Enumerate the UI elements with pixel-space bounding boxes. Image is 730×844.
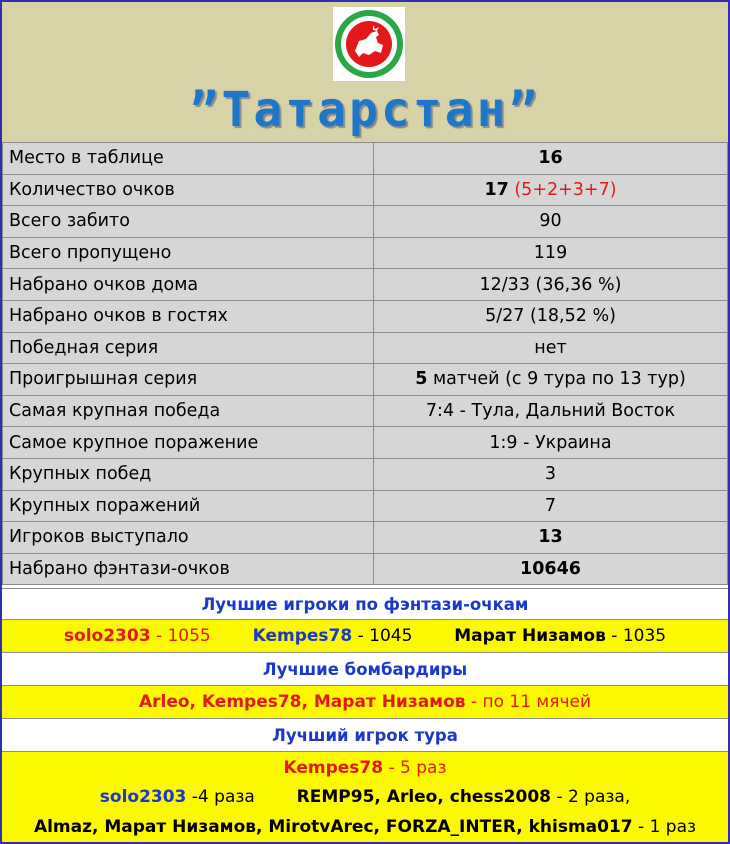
stat-label: Всего пропущено: [3, 237, 374, 269]
losing-streak-count: 5: [415, 369, 428, 390]
stat-row: [3, 143, 728, 175]
stat-value: 13: [374, 522, 728, 554]
stat-row: [3, 490, 728, 522]
stat-label: Самая крупная победа: [3, 395, 374, 427]
stat-row: [3, 269, 728, 301]
stat-row: [3, 332, 728, 364]
points-total: 17: [484, 179, 509, 200]
stat-row: [3, 522, 728, 554]
best-player-second-name: solo2303: [99, 787, 187, 807]
fantasy-player-score: - 1045: [352, 626, 413, 646]
fantasy-player-score: - 1055: [150, 626, 211, 646]
stat-row: [3, 427, 728, 459]
stat-row: [3, 364, 728, 396]
best-player-rest-count: - 1 раз: [632, 817, 697, 837]
stat-row: [3, 553, 728, 585]
fantasy-player-name: solo2303: [63, 626, 151, 646]
scorers-heading: Лучшие бомбардиры: [2, 652, 728, 685]
stat-label: Набрано очков в гостях: [3, 300, 374, 332]
fantasy-heading: Лучшие игроки по фэнтази-очкам: [2, 588, 728, 619]
stat-value: [374, 364, 728, 396]
best-player-line-1: [2, 752, 728, 782]
stat-value: 1:9 - Украина: [374, 427, 728, 459]
best-player-second-count: -4 раза: [186, 787, 255, 807]
scorers-line: [2, 685, 728, 718]
best-player-top-name: Kempes78: [283, 758, 384, 778]
team-title: ”Татарстан”: [189, 82, 541, 138]
scorers-goals: - по 11 мячей: [465, 692, 592, 712]
stat-value: 5/27 (18,52 %): [374, 300, 728, 332]
losing-streak-detail: матчей (с 9 тура по 13 тур): [427, 369, 686, 390]
best-player-heading: Лучший игрок тура: [2, 718, 728, 751]
best-player-third-names: REMP95, Arleo, chess2008: [296, 787, 551, 807]
stat-value: 119: [374, 237, 728, 269]
fantasy-players: [2, 619, 728, 652]
tatarstan-emblem-icon: [333, 7, 405, 81]
points-breakdown: (5+2+3+7): [508, 179, 617, 200]
stat-value: 16: [374, 143, 728, 175]
best-player-third-count: - 2 раза,: [551, 787, 631, 807]
stat-value: 7:4 - Тула, Дальний Восток: [374, 395, 728, 427]
stat-label: Проигрышная серия: [3, 364, 374, 396]
best-player-block: [2, 751, 728, 842]
best-player-rest-names: Almaz, Марат Низамов, MirotvArec, FORZA_INTER, khisma017: [33, 817, 633, 837]
stat-label: Самое крупное поражение: [3, 427, 374, 459]
stats-table: [2, 142, 728, 585]
fantasy-player-name: Kempes78: [252, 626, 353, 646]
scorers-names: Arleo, Kempes78, Марат Низамов: [138, 692, 466, 712]
stat-value: 7: [374, 490, 728, 522]
stat-value: нет: [374, 332, 728, 364]
stat-label: Крупных побед: [3, 458, 374, 490]
stat-label: Игроков выступало: [3, 522, 374, 554]
stat-value: 90: [374, 206, 728, 238]
stat-value: [374, 174, 728, 206]
stat-label: Победная серия: [3, 332, 374, 364]
stat-label: Место в таблице: [3, 143, 374, 175]
stat-label: Всего забито: [3, 206, 374, 238]
stat-value: 12/33 (36,36 %): [374, 269, 728, 301]
fantasy-player-score: - 1035: [605, 626, 667, 646]
stat-row: [3, 300, 728, 332]
stat-row: [3, 174, 728, 206]
fantasy-player-name: Марат Низамов: [454, 626, 606, 646]
stat-value: 3: [374, 458, 728, 490]
best-player-line-3: [2, 812, 728, 842]
best-player-line-2: [2, 782, 728, 812]
stat-label: Крупных поражений: [3, 490, 374, 522]
stat-label: Набрано фэнтази-очков: [3, 553, 374, 585]
stat-row: [3, 395, 728, 427]
best-player-top-count: - 5 раз: [383, 758, 447, 778]
stat-row: [3, 237, 728, 269]
stat-label: Набрано очков дома: [3, 269, 374, 301]
stat-label: Количество очков: [3, 174, 374, 206]
header-banner: [2, 2, 728, 143]
stat-value: 10646: [374, 553, 728, 585]
stat-row: [3, 206, 728, 238]
stat-row: [3, 458, 728, 490]
